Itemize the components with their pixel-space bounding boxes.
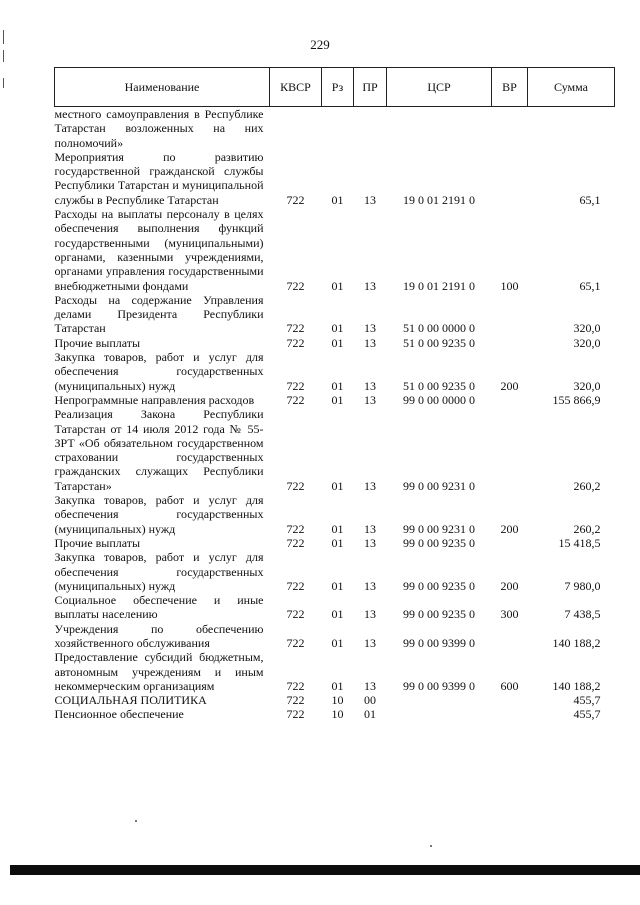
cell-csr: 99 0 00 9231 0 [403, 521, 475, 536]
scan-edge-mark [3, 78, 4, 88]
cell-rz: 01 [331, 478, 344, 493]
cell-sum: 455,7 [573, 707, 601, 722]
cell-vr: 300 [500, 607, 519, 622]
cell-pr: 13 [364, 578, 376, 593]
cell-pr: 13 [364, 478, 376, 493]
table-header-row [55, 68, 615, 107]
cell-pr: 13 [364, 321, 376, 336]
cell-sum: 455,7 [573, 693, 601, 708]
cell-kvsr: 722 [286, 521, 305, 536]
table-row [55, 393, 615, 407]
cell-vr [492, 707, 528, 721]
budget-table-container [54, 67, 614, 722]
table-row [55, 336, 615, 350]
cell-name: Закупка товаров, работ и услуг для обеспечения государственных (муниципальных) нужд [54, 550, 264, 593]
cell-rz: 01 [331, 578, 344, 593]
cell-name: Предоставление субсидий бюджетным, автономным учреждениям и иным некоммерческим организациям [54, 650, 264, 693]
cell-name: Непрограммные направления расходов [54, 392, 255, 407]
header-name: Наименование [55, 68, 270, 107]
cell-kvsr [270, 107, 322, 150]
cell-rz: 01 [331, 535, 344, 550]
cell-vr [492, 107, 528, 150]
cell-kvsr: 722 [286, 478, 305, 493]
cell-kvsr: 722 [286, 335, 305, 350]
cell-vr: 100 [500, 278, 519, 293]
cell-pr: 13 [364, 635, 376, 650]
cell-csr: 99 0 00 9231 0 [403, 478, 475, 493]
cell-csr: 99 0 00 9235 0 [403, 607, 475, 622]
cell-pr: 13 [364, 521, 376, 536]
cell-kvsr: 722 [286, 535, 305, 550]
cell-kvsr: 722 [286, 607, 305, 622]
cell-rz: 01 [331, 278, 344, 293]
cell-name: Пенсионное обеспечение [54, 707, 184, 722]
cell-sum [528, 107, 615, 150]
cell-name: Социальное обеспечение и иные выплаты населению [54, 593, 264, 622]
table-row [55, 293, 615, 336]
cell-csr: 99 0 00 9399 0 [403, 678, 475, 693]
cell-pr: 00 [364, 693, 376, 708]
scan-speck [430, 845, 432, 847]
cell-sum: 320,0 [573, 378, 601, 393]
cell-pr: 01 [364, 707, 376, 722]
cell-csr: 51 0 00 9235 0 [403, 335, 475, 350]
cell-csr: 99 0 00 9235 0 [403, 578, 475, 593]
cell-sum: 320,0 [573, 335, 601, 350]
cell-kvsr: 722 [286, 578, 305, 593]
cell-kvsr: 722 [286, 707, 305, 722]
table-row [55, 107, 615, 150]
table-row [55, 493, 615, 536]
table-row [55, 707, 615, 721]
cell-sum: 65,1 [579, 192, 601, 207]
table-row [55, 550, 615, 593]
cell-sum: 65,1 [579, 278, 601, 293]
scan-speck [135, 820, 137, 822]
cell-kvsr: 722 [286, 392, 305, 407]
cell-rz: 01 [331, 192, 344, 207]
cell-sum: 260,2 [573, 521, 601, 536]
cell-pr: 13 [364, 378, 376, 393]
cell-csr [387, 707, 492, 721]
cell-rz: 01 [331, 635, 344, 650]
cell-vr [492, 407, 528, 493]
table-row [55, 207, 615, 293]
cell-vr [492, 536, 528, 550]
cell-vr [492, 336, 528, 350]
cell-csr: 19 0 01 2191 0 [403, 192, 475, 207]
cell-kvsr: 722 [286, 378, 305, 393]
cell-vr [492, 293, 528, 336]
cell-rz [322, 107, 354, 150]
table-row [55, 593, 615, 622]
cell-name: СОЦИАЛЬНАЯ ПОЛИТИКА [54, 693, 207, 708]
cell-vr [492, 393, 528, 407]
cell-vr [492, 622, 528, 651]
cell-rz: 10 [331, 707, 344, 722]
cell-name: Реализация Закона Республики Татарстан от 14 июля 2012 года № 55-ЗРТ «Об обязательном государственном страховании государственных гражданских служащих Республики Татарстан» [54, 407, 264, 493]
cell-sum: 140 188,2 [552, 635, 601, 650]
scan-bottom-edge [10, 865, 640, 875]
header-pr: ПР [354, 68, 387, 107]
cell-pr: 13 [364, 392, 376, 407]
cell-csr: 51 0 00 0000 0 [403, 321, 475, 336]
cell-kvsr: 722 [286, 278, 305, 293]
cell-sum: 7 438,5 [564, 607, 601, 622]
cell-kvsr: 722 [286, 693, 305, 708]
cell-rz: 01 [331, 321, 344, 336]
cell-sum: 155 866,9 [552, 392, 601, 407]
cell-name: Расходы на содержание Управления делами Президента Республики Татарстан [54, 292, 264, 336]
cell-pr: 13 [364, 278, 376, 293]
cell-vr: 600 [500, 678, 519, 693]
cell-pr: 13 [364, 535, 376, 550]
table-row [55, 693, 615, 707]
cell-pr: 13 [364, 335, 376, 350]
cell-kvsr: 722 [286, 635, 305, 650]
cell-sum: 7 980,0 [564, 578, 601, 593]
cell-csr: 51 0 00 9235 0 [403, 378, 475, 393]
cell-csr: 99 0 00 9235 0 [403, 535, 475, 550]
cell-pr: 13 [364, 678, 376, 693]
cell-rz: 01 [331, 335, 344, 350]
cell-pr: 13 [364, 607, 376, 622]
table-row [55, 650, 615, 693]
cell-vr: 200 [500, 521, 519, 536]
cell-vr: 200 [500, 578, 519, 593]
table-row [55, 150, 615, 207]
header-sum: Сумма [528, 68, 615, 107]
cell-vr [492, 150, 528, 207]
table-row [55, 622, 615, 651]
cell-kvsr: 722 [286, 192, 305, 207]
cell-pr: 13 [364, 192, 376, 207]
cell-sum: 15 418,5 [558, 535, 601, 550]
cell-kvsr: 722 [286, 321, 305, 336]
header-kvsr: КВСР [270, 68, 322, 107]
cell-sum: 260,2 [573, 478, 601, 493]
cell-rz: 01 [331, 607, 344, 622]
cell-name: Прочие выплаты [54, 535, 141, 550]
budget-table [54, 67, 615, 722]
cell-sum: 320,0 [573, 321, 601, 336]
cell-csr: 99 0 00 9399 0 [403, 635, 475, 650]
cell-csr [387, 693, 492, 707]
cell-name: Учреждения по обеспечению хозяйственного обслуживания [54, 621, 264, 650]
header-vr: ВР [492, 68, 528, 107]
cell-sum: 140 188,2 [552, 678, 601, 693]
cell-name: Закупка товаров, работ и услуг для обеспечения государственных (муниципальных) нужд [54, 350, 264, 393]
cell-rz: 01 [331, 392, 344, 407]
table-row [55, 350, 615, 393]
cell-vr [492, 693, 528, 707]
cell-rz: 01 [331, 521, 344, 536]
page-number: 229 [310, 37, 330, 52]
cell-rz: 01 [331, 678, 344, 693]
cell-kvsr: 722 [286, 678, 305, 693]
cell-pr [354, 107, 387, 150]
cell-name: Мероприятия по развитию государственной гражданской службы Республики Татарстан и муниципальной службы в Республике Татарстан [54, 149, 264, 207]
cell-csr [387, 107, 492, 150]
cell-rz: 10 [331, 693, 344, 708]
table-row [55, 536, 615, 550]
header-rz: Рз [322, 68, 354, 107]
cell-csr: 99 0 00 0000 0 [403, 392, 475, 407]
table-body [55, 107, 615, 722]
cell-rz: 01 [331, 378, 344, 393]
cell-csr: 19 0 01 2191 0 [403, 278, 475, 293]
cell-name: Закупка товаров, работ и услуг для обеспечения государственных (муниципальных) нужд [54, 493, 264, 536]
header-csr: ЦСР [387, 68, 492, 107]
cell-name: местного самоуправления в Республике Татарстан возложенных на них полномочий» [54, 107, 264, 150]
cell-name: Прочие выплаты [54, 335, 141, 350]
table-row [55, 407, 615, 493]
cell-name: Расходы на выплаты персоналу в целях обеспечения выполнения функций государственными (муниципальными) органами, казенными учреждениями, органами управления государственными внебюджетными фондами [54, 207, 264, 293]
cell-vr: 200 [500, 378, 519, 393]
